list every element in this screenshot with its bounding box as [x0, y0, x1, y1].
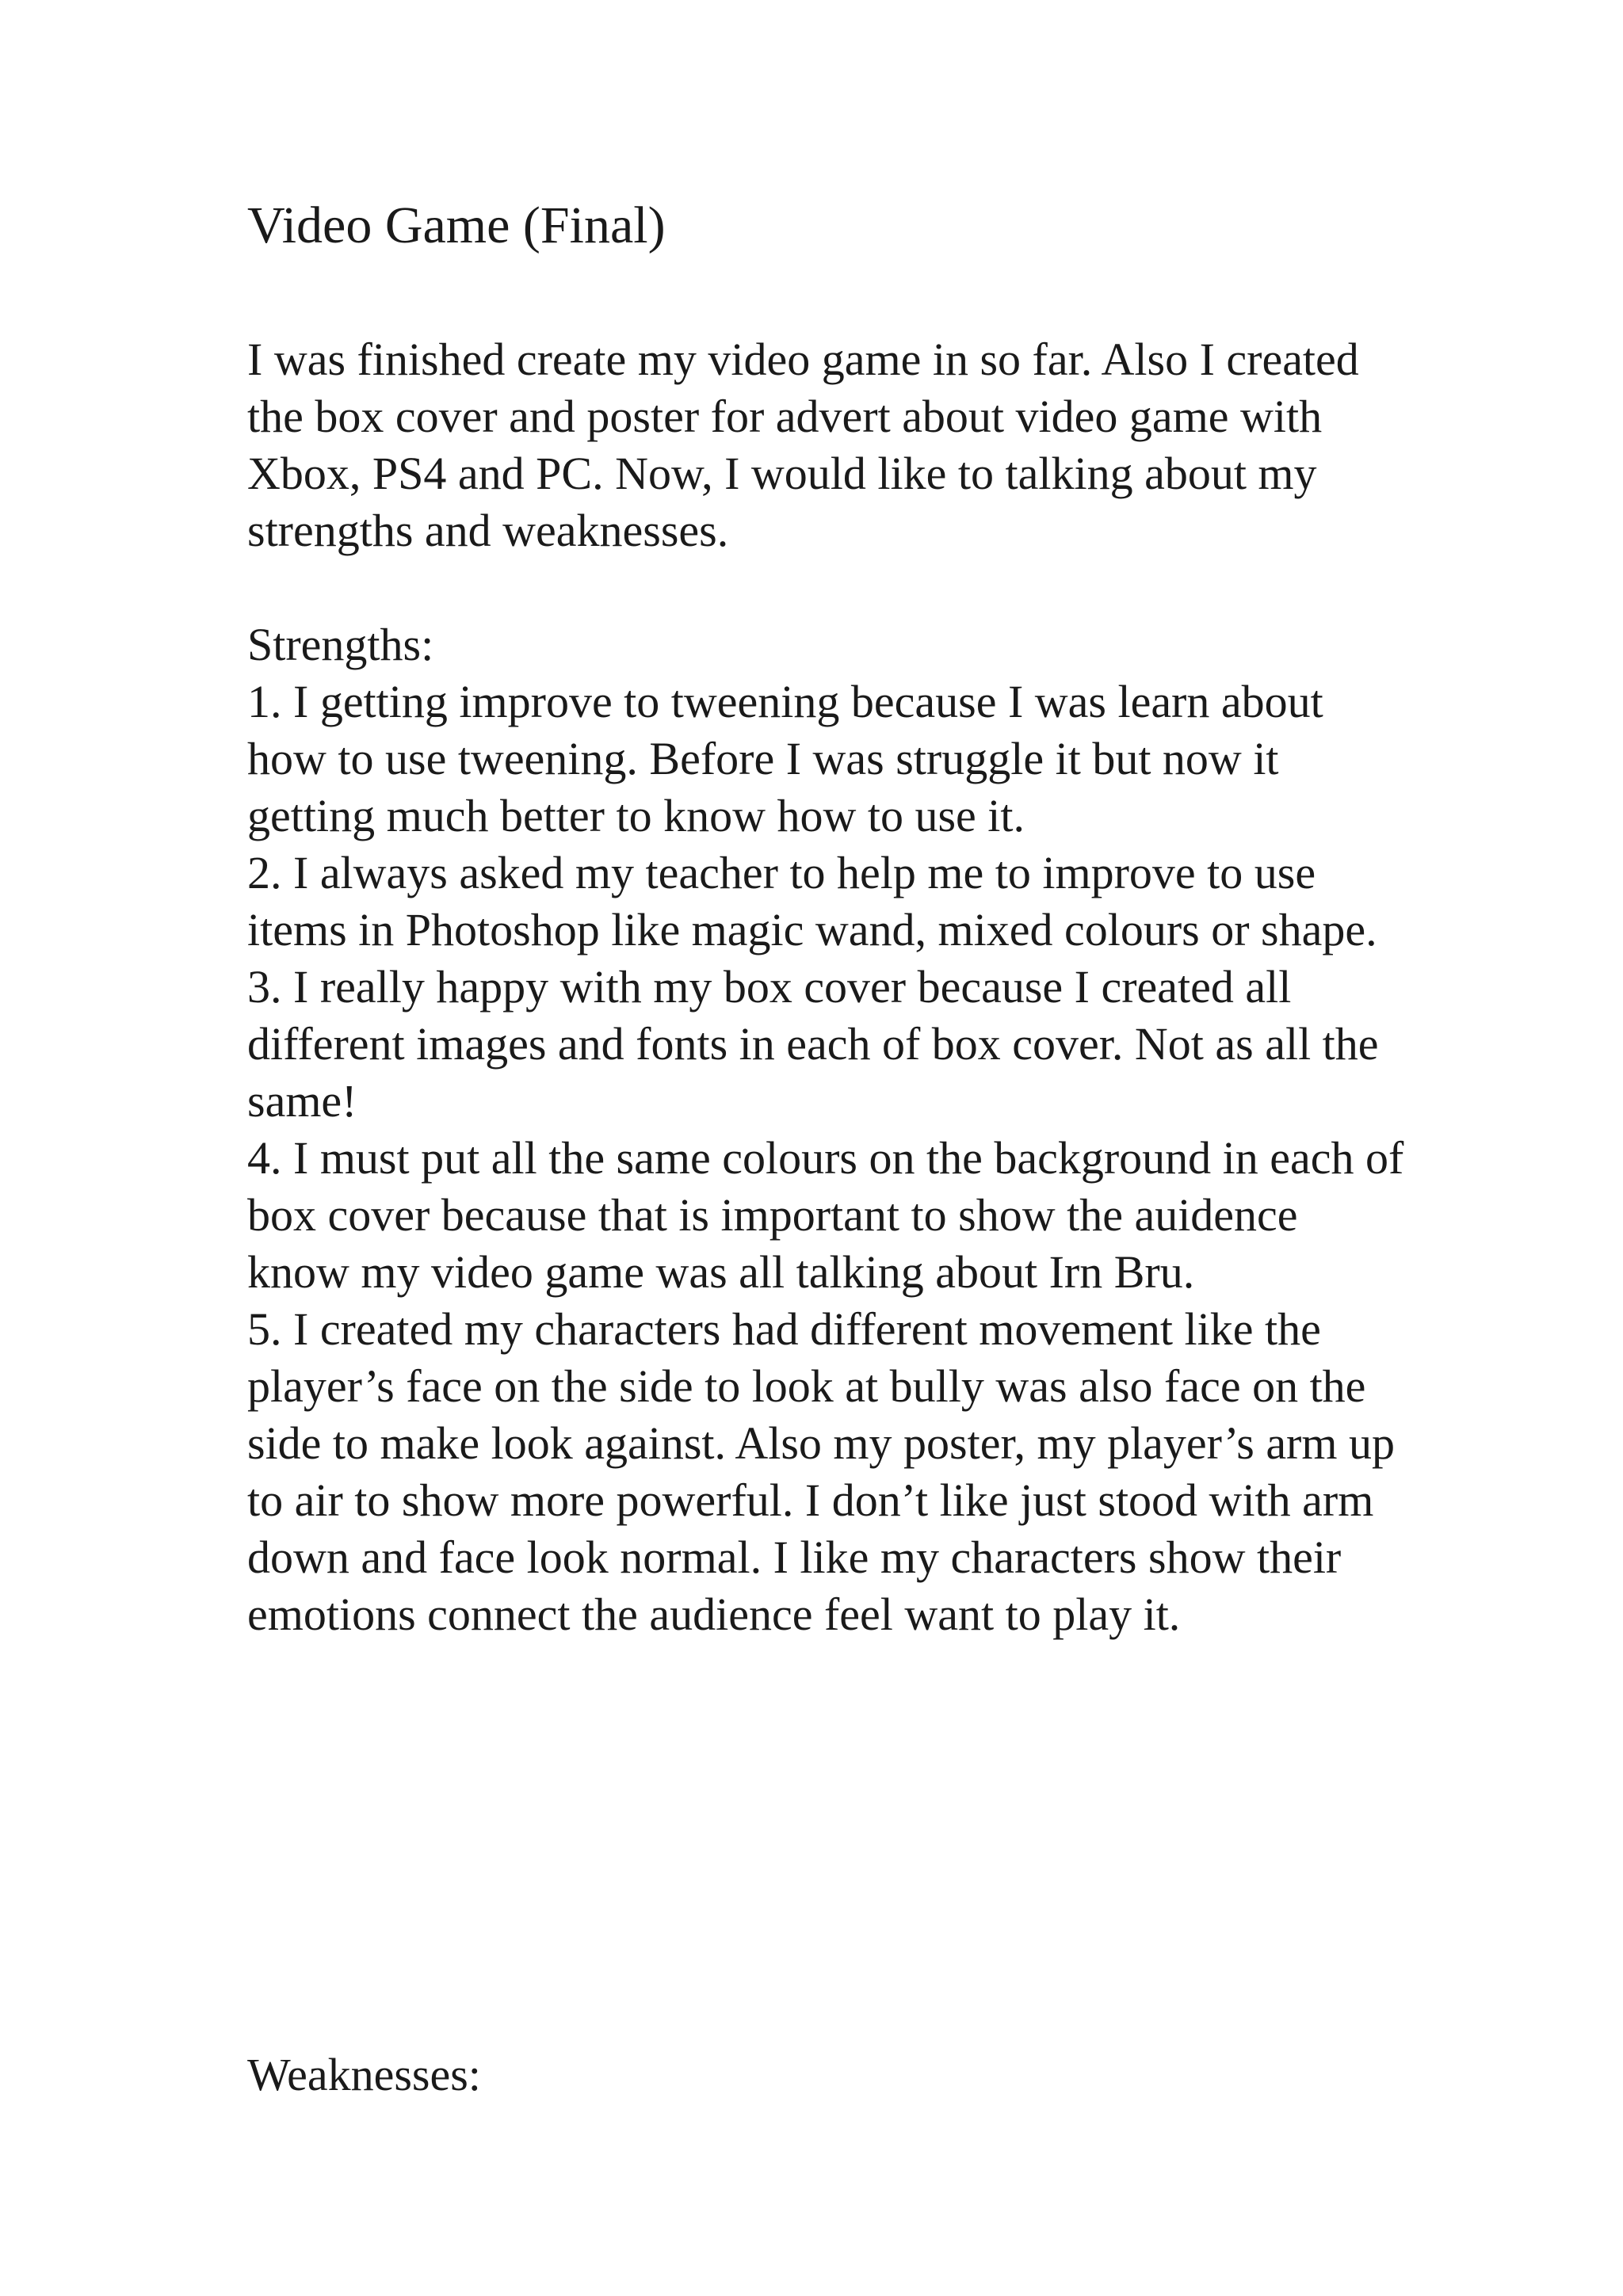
strength-item-4: 4. I must put all the same colours on the background in each of box cover because that is important to show the auidence know my video game was all talking about Irn Bru. [247, 1132, 1404, 1298]
strength-item-5: 5. I created my characters had different movement like the player’s face on the side to look at bully was also face on the side to make look against. Also my poster, my player’s arm up to air to show more powerful. I don’t like just stood with arm down and face look normal. I like my characters show their emotions connect the audience feel want to play it. [247, 1303, 1395, 1640]
strengths-list [247, 673, 1404, 1643]
strength-item-2: 2. I always asked my teacher to help me to improve to use items in Photoshop like magic wand, mixed colours or shape. [247, 847, 1377, 955]
strengths-section [247, 616, 1404, 1643]
strengths-heading: Strengths: [247, 619, 434, 670]
intro-paragraph: I was finished create my video game in so far. Also I created the box cover and poster for advert about video game with Xbox, PS4 and PC. Now, I would like to talking about my strengths and weaknesses. [247, 334, 1359, 556]
weaknesses-heading: Weaknesses: [247, 2049, 481, 2100]
page-title: Video Game (Final) [247, 196, 666, 254]
strength-item-3: 3. I really happy with my box cover because I created all different images and fonts in each of box cover. Not as all the same! [247, 961, 1379, 1127]
strength-item-1: 1. I getting improve to tweening because I was learn about how to use tweening. Before I was struggle it but now it getting much better to know how to use it. [247, 676, 1323, 841]
